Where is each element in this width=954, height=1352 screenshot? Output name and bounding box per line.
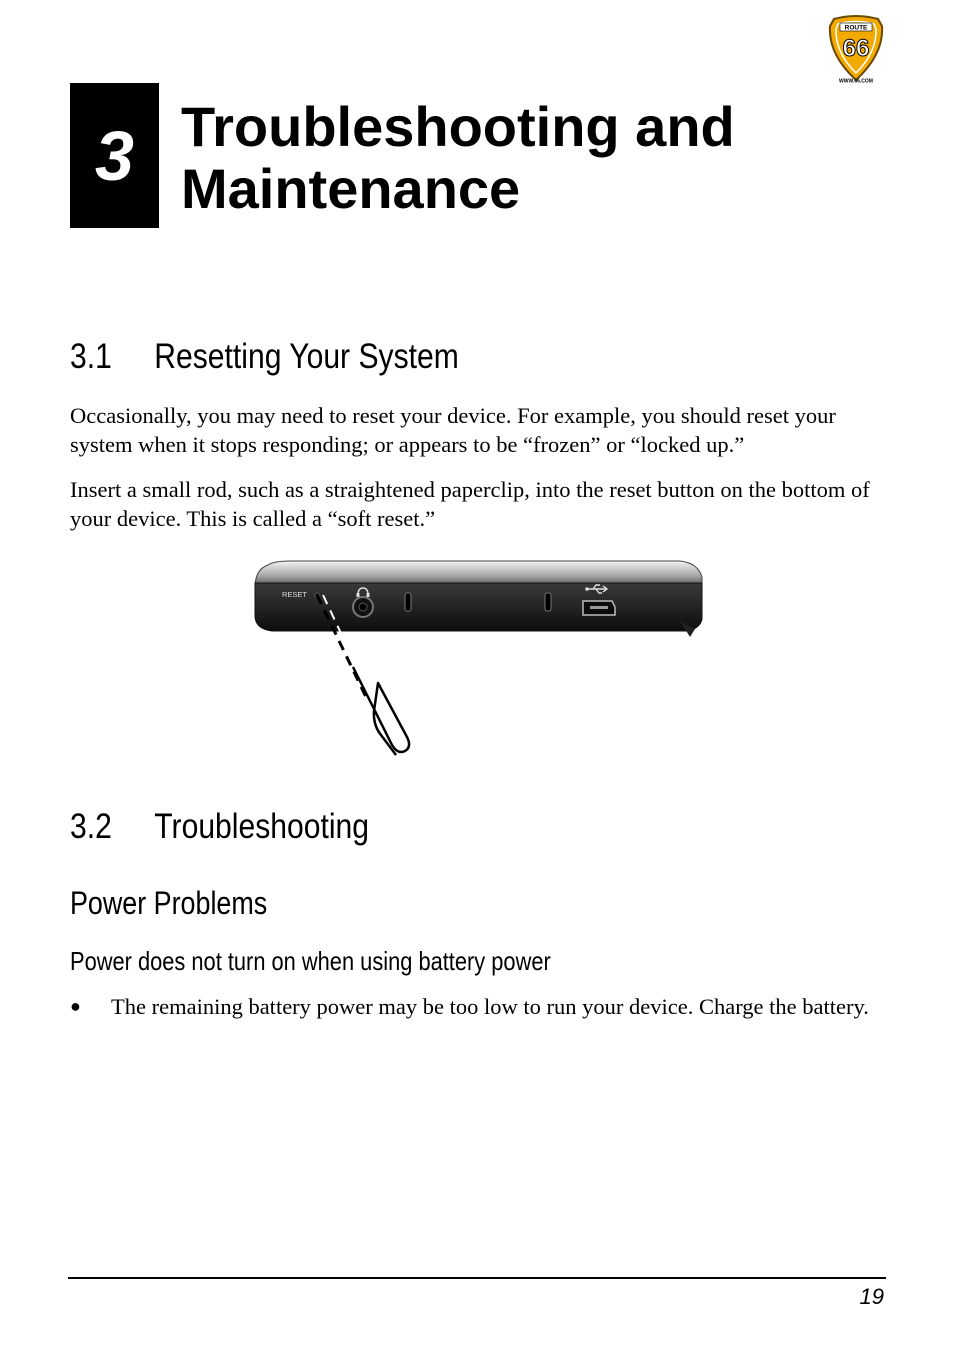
left-slot [405, 593, 411, 611]
chapter-title [181, 96, 881, 220]
bullet-icon: ● [70, 996, 81, 1016]
device-body [255, 583, 702, 631]
page-number: 19 [859, 1284, 884, 1309]
logo-brand-number: 66 [842, 35, 870, 62]
logo-url: WWW.66.COM [839, 78, 873, 84]
reset-paragraph-2: Insert a small rod, such as a straightened paperclip, into the reset button on the bottom of your device. This is called a “soft reset.” [70, 477, 870, 531]
section-heading-3-1 [70, 337, 459, 377]
paperclip [353, 667, 409, 755]
issue-heading: Power does not turn on when using battery power [70, 946, 551, 976]
list-item [70, 992, 890, 1021]
route66-logo [826, 14, 886, 84]
device-reset-illustration [250, 555, 710, 765]
section-title: Troubleshooting [154, 807, 370, 846]
list-item-text: The remaining battery power may be too low to run your device. Charge the battery. [111, 994, 869, 1019]
section-title: Resetting Your System [154, 337, 459, 376]
subsection-heading: Power Problems [70, 885, 268, 921]
chapter-number: 3 [95, 116, 134, 195]
section-number: 3.1 [70, 337, 112, 376]
chapter-title-line1: Troubleshooting and [181, 95, 735, 158]
footer-rule [68, 1277, 886, 1279]
logo-brand-top: ROUTE [844, 24, 868, 32]
section-heading-3-2 [70, 807, 369, 847]
reset-paragraph-1: Occasionally, you may need to reset your device. For example, you should reset your system when it stops responding; or appears to be “frozen” or “locked up.” [70, 403, 836, 457]
chapter-number-box [70, 83, 159, 228]
reset-label: RESET [282, 590, 308, 599]
chapter-title-line2: Maintenance [181, 157, 521, 220]
section-number: 3.2 [70, 807, 112, 846]
device-top-shell [255, 561, 702, 585]
right-slot [545, 593, 551, 611]
